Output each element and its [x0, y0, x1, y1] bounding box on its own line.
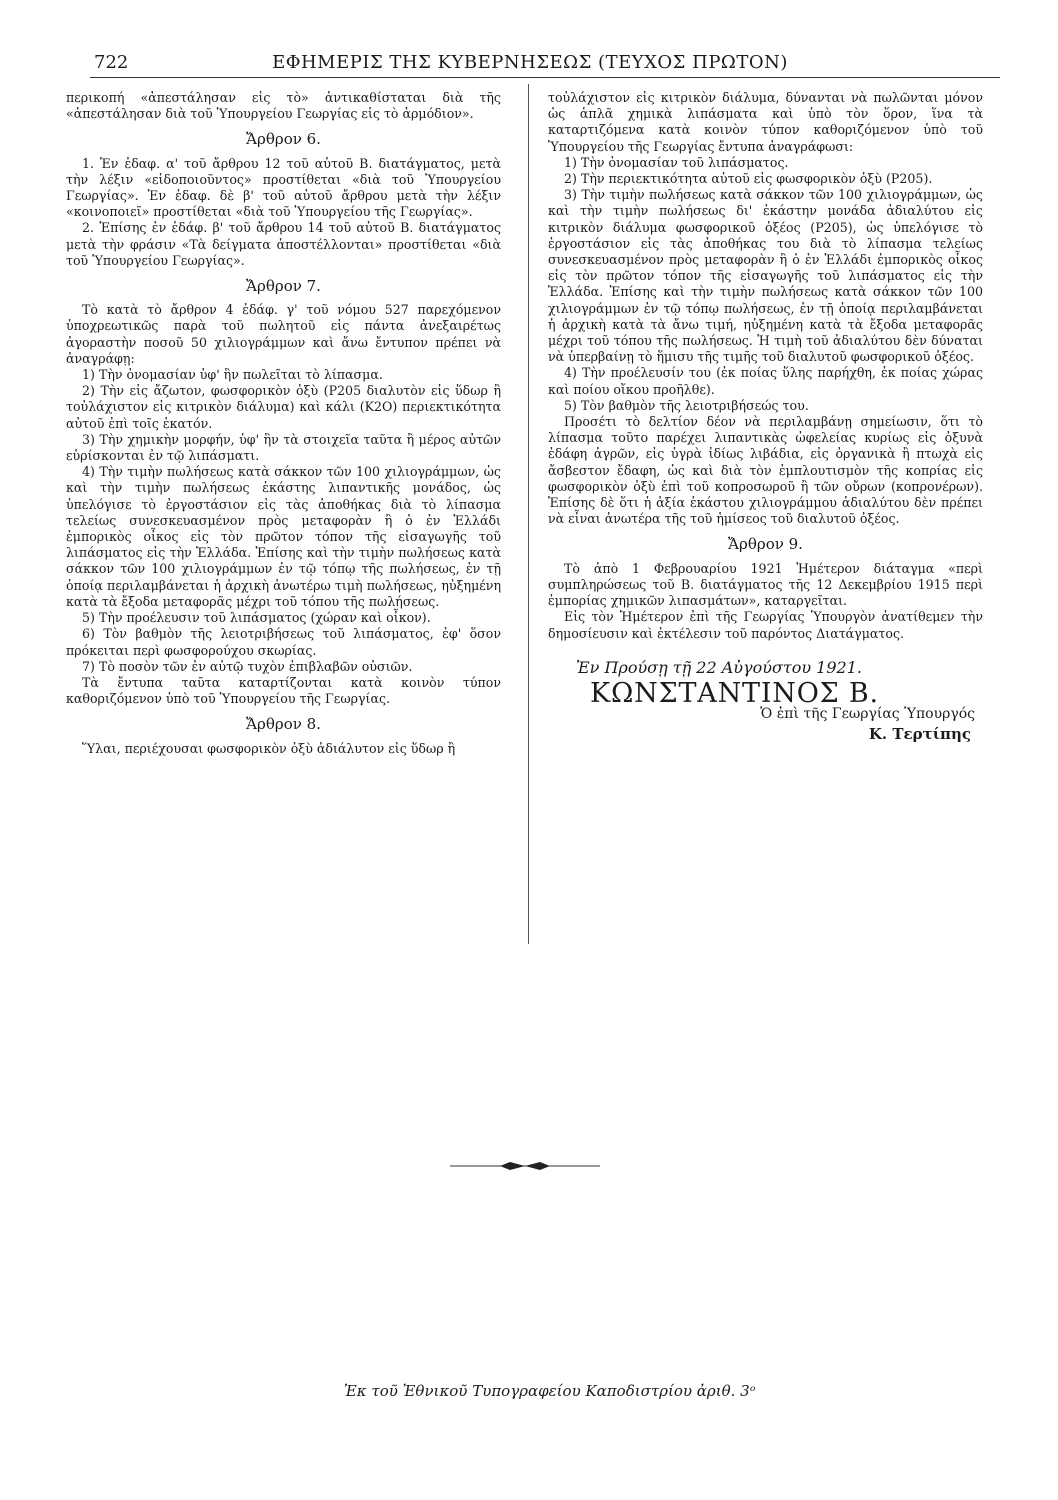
right-column	[548, 90, 983, 743]
article-6-paragraph-2: 2. Ἐπίσης ἐν ἐδάφ. β' τοῦ ἄρθρου 14 τοῦ αὐτοῦ Β. διατάγματος μετὰ τὴν φράσιν «Τὰ δείγματα ἀποστέλλονται» προστίθεται «διὰ τοῦ Ὑπουργείου Γεωργίας».	[66, 220, 501, 268]
article-8-item-4: 4) Τὴν προέλευσίν του (ἐκ ποίας ὕλης παρήχθη, ἐκ ποίας χώρας καὶ ποίου οἴκου προῆλθε).	[548, 365, 983, 397]
article-8-start: Ὕλαι, περιέχουσαι φωσφορικὸν ὀξὺ ἀδιάλυτον εἰς ὕδωρ ἢ	[82, 740, 456, 756]
article-6-heading: Ἄρθρον 6.	[246, 130, 321, 149]
article-7-item-2: 2) Τὴν εἰς ἄζωτον, φωσφορικὸν ὀξὺ (P205 διαλυτὸν εἰς ὕδωρ ἢ τοὐλάχιστον εἰς κιτρικὸν διάλυμα) καὶ κάλι (K2O) περιεκτικότητα αὐτοῦ ἐπὶ τοῖς ἑκατόν.	[66, 383, 501, 431]
header-rule	[90, 77, 1000, 78]
minister-name: Κ. Τερτίπης	[868, 725, 971, 744]
page-number: 722	[94, 52, 129, 73]
page-title: ΕΦΗΜΕΡΙΣ ΤΗΣ ΚΥΒΕΡΝΗΣΕΩΣ (ΤΕΥΧΟΣ ΠΡΩΤΟΝ)	[272, 52, 788, 73]
article-7-heading: Ἄρθρον 7.	[246, 277, 321, 296]
article-7-item-7: 7) Τὸ ποσὸν τῶν ἐν αὐτῷ τυχὸν ἐπιβλαβῶν οὐσιῶν.	[82, 658, 413, 674]
article-7-item-5: 5) Τὴν προέλευσιν τοῦ λιπάσματος (χώραν καὶ οἶκον).	[82, 610, 431, 626]
article-8-item-3: 3) Τὴν τιμὴν πωλήσεως κατὰ σάκκον τῶν 100 χιλιογράμμων, ὡς καὶ τὴν τιμὴν πωλήσεως δι' ἑκάστην μονάδα ἀδιαλύτου εἰς κιτρικὸν διάλυμα φωσφορικοῦ ὀξέος (P205), ὡς ὑπελόγισε τὸ ἐργοστάσιον εἰς τὰς ἀποθήκας του διὰ τὸ λίπασμα τελείως συνεσκευασμένον πρὸς μεταφορὰν ἢ ὁ ἐν Ἑλλάδι ἐμπορικὸς οἶκος εἰς τὸν πρῶτον τόπον τῆς εἰσαγωγῆς τοῦ λιπάσματος εἰς τὴν Ἑλλάδα. Ἐπίσης καὶ τὴν τιμὴν πωλήσεως κατὰ σάκκον τῶν 100 χιλιογράμμων ἐν τῷ τόπῳ πωλήσεως, ἐν τῇ ὁποίᾳ περιλαμβάνεται ἡ ἀρχικὴ κατὰ τὰ ἄνω τιμή, ηὐξημένη κατὰ τὰ ἔξοδα μεταφορᾶς μέχρι τοῦ τόπου τῆς πωλήσεως. Ἡ τιμὴ τοῦ ἀδιαλύτου δὲν δύναται νὰ ὑπερβαίνῃ τὸ ἥμισυ τῆς τιμῆς τοῦ διαλυτοῦ φωσφορικοῦ ὀξέος.	[548, 187, 983, 365]
article-9-paragraph-1: Τὸ ἀπὸ 1 Φεβρουαρίου 1921 Ἡμέτερον διάταγμα «περὶ συμπληρώσεως τοῦ Β. διατάγματος τῆς 12 Δεκεμβρίου 1915 περὶ ἐμπορίας χημικῶν λιπασμάτων», καταργεῖται.	[548, 560, 983, 609]
place-date: Ἐν Προύσῃ τῇ 22 Αὐγούστου 1921.	[576, 657, 862, 677]
article-7-item-6: 6) Τὸν βαθμὸν τῆς λειοτριβήσεως τοῦ λιπάσματος, ἐφ' ὅσον πρόκειται περὶ φωσφορούχου σκωρίας.	[66, 626, 501, 658]
left-column	[66, 90, 501, 757]
column-divider	[528, 84, 529, 944]
article-8-item-2: 2) Τὴν περιεκτικότητα αὐτοῦ εἰς φωσφορικὸν ὀξὺ (P205).	[564, 171, 933, 187]
article-8-heading: Ἄρθρον 8.	[246, 715, 321, 734]
article-8-item-5: 5) Τὸν βαθμὸν τῆς λειοτριβήσεώς του.	[564, 397, 809, 413]
article-8-item-1: 1) Τὴν ὀνομασίαν τοῦ λιπάσματος.	[564, 154, 789, 170]
king-signature: ΚΩΝΣΤΑΝΤΙΝΟΣ Β.	[590, 677, 879, 709]
minister-role: Ὁ ἐπὶ τῆς Γεωργίας Ὑπουργός	[760, 706, 975, 723]
article-7-item-3: 3) Τὴν χημικὴν μορφήν, ὑφ' ἣν τὰ στοιχεῖα ταῦτα ἢ μέρος αὐτῶν εὑρίσκονται ἐν τῷ λιπάσματι.	[66, 431, 501, 464]
ornament-divider-icon	[450, 1160, 600, 1172]
article-7-item-1: 1) Τὴν ὀνομασίαν ὑφ' ἣν πωλεῖται τὸ λίπασμα.	[82, 367, 383, 383]
article-8-continuation: τοὐλάχιστον εἰς κιτρικὸν διάλυμα, δύνανται νὰ πωλῶνται μόνον ὡς ἁπλᾶ χημικὰ λιπάσματα καὶ ὑπὸ τὸν ὅρον, ἵνα τὰ καταρτιζόμενα κατὰ κοινὸν τύπον καθοριζόμενον ὑπὸ τοῦ Ὑπουργείου τῆς Γεωργίας ἔντυπα ἀναγράφωσι:	[548, 90, 983, 154]
printer-imprint: Ἐκ τοῦ Ἐθνικοῦ Τυπογραφείου Καποδιστρίου ἀριθ. 3ᵒ	[344, 1382, 756, 1400]
article-9-paragraph-2: Εἰς τὸν Ἡμέτερον ἐπὶ τῆς Γεωργίας Ὑπουργὸν ἀνατίθεμεν τὴν δημοσίευσιν καὶ ἐκτέλεσιν τοῦ παρόντος Διατάγματος.	[548, 609, 983, 641]
article-8-note: Προσέτι τὸ δελτίον δέον νὰ περιλαμβάνῃ σημείωσιν, ὅτι τὸ λίπασμα τοῦτο παρέχει λιπαντικὰς ὠφελείας κυρίως εἰς ὀξυνὰ ἐδάφη ἀγρῶν, εἰς ὑγρὰ ἰδίως λιβάδια, εἰς ὀργανικὰ ἢ πτωχὰ εἰς ἄσβεστον ἔδαφη, ὡς καὶ διὰ τὸν ἐμπλουτισμὸν τῆς κοπρίας εἰς φωσφορικὸν ὀξὺ ἐπὶ τοῦ κοπροσωροῦ ἢ τῶν οὔρων (κοπρονέρων). Ἐπίσης δὲ ὅτι ἡ ἀξία ἑκάστου χιλιογράμμου ἀδιαλύτου δὲν πρέπει νὰ εἶναι ἀνωτέρα τῆς τοῦ ἡμίσεος τοῦ διαλυτοῦ ὀξέος.	[548, 414, 983, 527]
article-6-paragraph-1: 1. Ἐν ἐδαφ. α' τοῦ ἄρθρου 12 τοῦ αὐτοῦ Β. διατάγματος, μετὰ τὴν λέξιν «εἰδοποιοῦντος» προστίθεται «διὰ τοῦ Ὑπουργείου Γεωργίας». Ἐν ἐδαφ. δὲ β' τοῦ αὐτοῦ ἄρθρου μετὰ τὴν λέξιν «κοινοποιεῖ» προστίθεται «διὰ τοῦ Ὑπουργείου τῆς Γεωργίας».	[66, 155, 501, 220]
article-9-heading: Ἄρθρον 9.	[728, 535, 803, 554]
intro-paragraph: περικοπή «ἀπεστάλησαν εἰς τὸ» ἀντικαθίσταται διὰ τῆς «ἀπεστάλησαν διὰ τοῦ Ὑπουργείου Γεωργίας εἰς τὸ ἁρμόδιον».	[66, 90, 501, 122]
article-7-closing: Τὰ ἔντυπα ταῦτα καταρτίζονται κατὰ κοινὸν τύπον καθοριζόμενον ὑπὸ τοῦ Ὑπουργείου τῆς Γεωργίας.	[66, 674, 501, 707]
article-7-intro: Τὸ κατὰ τὸ ἄρθρον 4 ἐδάφ. γ' τοῦ νόμου 527 παρεχόμενον ὑποχρεωτικῶς παρὰ τοῦ πωλητοῦ εἰς πάντα ἀνεξαιρέτως ἀγοραστὴν ποσοῦ 50 χιλιογράμμων καὶ ἄνω ἔντυπον πρέπει νὰ ἀναγράφῃ:	[66, 302, 501, 366]
article-7-item-4: 4) Τὴν τιμὴν πωλήσεως κατὰ σάκκον τῶν 100 χιλιογράμμων, ὡς καὶ τὴν τιμὴν πωλήσεως ἑκάστης λιπαντικῆς μονάδος, ὡς ὑπελόγισε τὸ ἐργοστάσιον εἰς τὰς ἀποθήκας διὰ τὸ λίπασμα τελείως συνεσκευασμένον πρὸς μεταφορὰν ἢ ὁ ἐν Ἑλλάδι ἐμπορικὸς οἶκος εἰς τὸν πρῶτον τόπον τῆς εἰσαγωγῆς τοῦ λιπάσματος εἰς τὴν Ἑλλάδα. Ἐπίσης καὶ τὴν τιμὴν πωλήσεως κατὰ σάκκον τῶν 100 χιλιογράμμων ἐν τῷ τόπῳ τῆς πωλήσεως, ἐν τῇ ὁποίᾳ περιλαμβάνεται ἡ ἀρχικὴ ἀνωτέρω τιμὴ πωλήσεως, ηὐξημένη κατὰ τὰ ἔξοδα μεταφορᾶς μέχρι τοῦ τόπου τῆς πωλήσεως.	[66, 464, 501, 609]
page-header	[70, 52, 990, 74]
